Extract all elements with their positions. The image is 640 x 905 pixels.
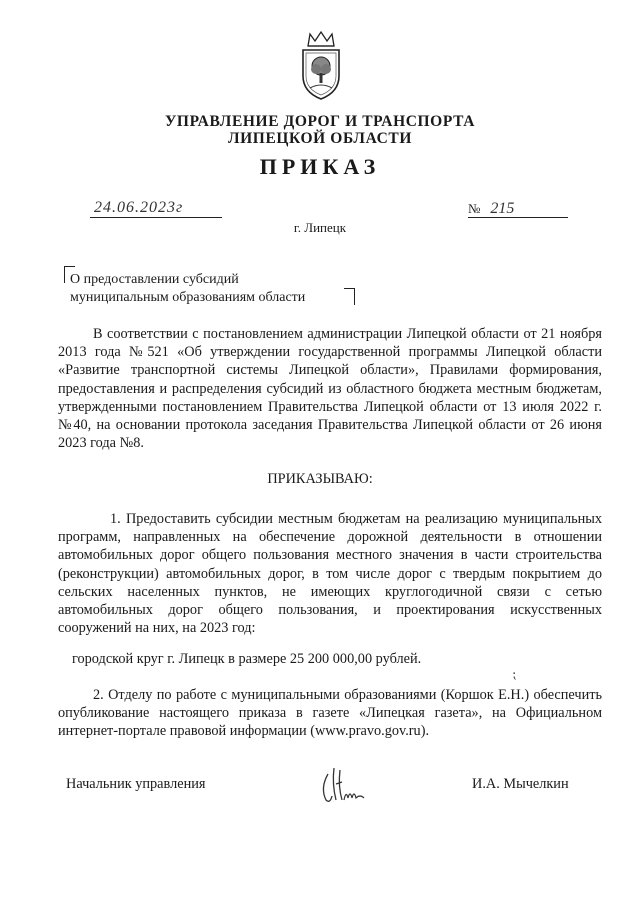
document-city: г. Липецк: [293, 220, 347, 235]
coat-of-arms-icon: [296, 30, 346, 102]
handwritten-signature-icon: [318, 760, 370, 808]
number-prefix: №: [468, 201, 481, 216]
document-number: 215: [490, 200, 515, 217]
subject-line-2: муниципальным образованиям области: [70, 290, 306, 305]
organization-region: ЛИПЕЦКОЙ ОБЛАСТИ: [228, 130, 412, 147]
document-date: 24.06.2023г: [90, 199, 222, 218]
item-1-allocation: городской круг г. Липецк в размере 25 200 000,00 рублей.: [72, 651, 422, 667]
subject-line-1: О предоставлении субсидий: [70, 272, 239, 287]
item-2-paragraph: 2. Отделу по работе с муниципальными образованиями (Коршок Е.Н.) обеспечить опубликование настоящего приказа в газете «Липецкая газета», на Официальном интернет-портале правовой информации (www.pravo.gov.ru).: [58, 687, 602, 740]
decree-word: ПРИКАЗЫВАЮ:: [267, 471, 373, 487]
stray-mark: ⁏: [512, 666, 517, 681]
signatory-title: Начальник управления: [66, 776, 206, 792]
subject-bracket-close: [344, 288, 355, 305]
signatory-name: И.А. Мычелкин: [472, 776, 569, 792]
preamble-paragraph: В соответствии с постановлением администрации Липецкой области от 21 ноября 2013 года №521 «Об утверждении государственной программы Липецкой области «Развитие транспортной системы Липецкой области», Правилами формирования, предоставления и распределения субсидий из областного бюджета местным бюджетам, утвержденными постановлением Правительства Липецкой области от 13 июля 2022 г. №40, на основании протокола заседания Правительства Липецкой области от 26 июня 2023 года №8.: [58, 326, 602, 452]
document-type-title: ПРИКАЗ: [259, 154, 381, 179]
document-subject: [70, 271, 350, 307]
organization-name: УПРАВЛЕНИЕ ДОРОГ И ТРАНСПОРТА: [164, 113, 476, 130]
item-1-text: 1. Предоставить субсидии местным бюджетам на реализацию муниципальных программ, направленных на обеспечение дорожной деятельности в отношении автомобильных дорог общего пользования местного значения в части строительства (реконструкции) автомобильных дорог, в том числе дорог с твердым покрытием до сельских населенных пунктов, не имеющих круглогодичной связи с сетью автомобильных дорог общего пользования, и проектирования искусственных сооружений на них, на 2023 год:: [58, 511, 602, 637]
document-number-field: [468, 201, 568, 218]
item-1-paragraph: [58, 510, 602, 637]
